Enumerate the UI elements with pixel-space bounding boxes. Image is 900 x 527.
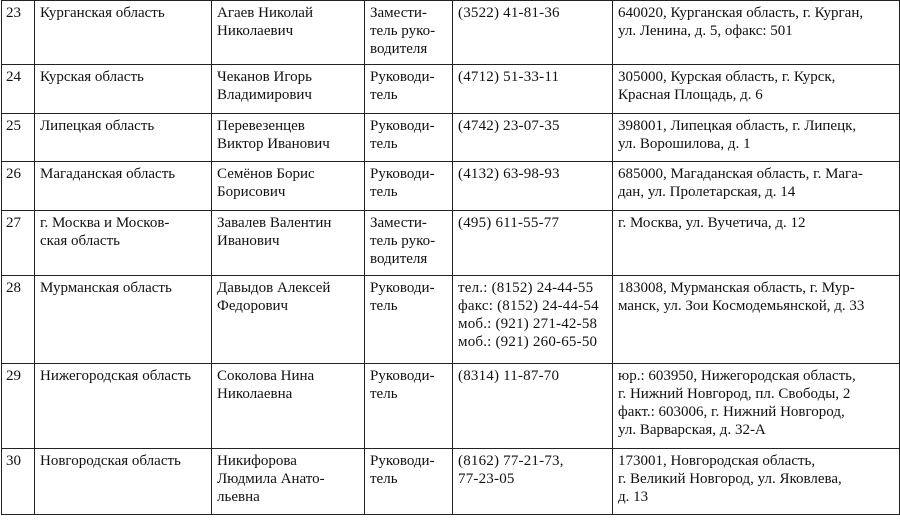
region-cell: Курская область <box>35 65 212 114</box>
person-name-cell: Никифорова Людмила Анато- льевна <box>212 449 365 515</box>
address-cell: 640020, Курганская область, г. Курган, ул. Ленина, д. 5, офакс: 501 <box>613 1 900 65</box>
row-number: 26 <box>2 162 35 211</box>
position-cell: Руководи- тель <box>365 364 453 449</box>
address-cell: 398001, Липецкая область, г. Липецк, ул. Ворошилова, д. 1 <box>613 114 900 162</box>
row-number: 25 <box>2 114 35 162</box>
row-number: 27 <box>2 211 35 276</box>
table-row <box>2 276 900 364</box>
position-cell: Руководи- тель <box>365 65 453 114</box>
position-cell: Замести- тель руко- водителя <box>365 211 453 276</box>
position-cell: Замести- тель руко- водителя <box>365 1 453 65</box>
row-number: 24 <box>2 65 35 114</box>
person-name-cell: Чеканов Игорь Владимирович <box>212 65 365 114</box>
address-cell: 685000, Магаданская область, г. Мага- дан, ул. Пролетарская, д. 14 <box>613 162 900 211</box>
position-cell: Руководи- тель <box>365 276 453 364</box>
table-row <box>2 114 900 162</box>
region-cell: Курганская область <box>35 1 212 65</box>
table-row <box>2 211 900 276</box>
person-name-cell: Семёнов Борис Борисович <box>212 162 365 211</box>
table-row <box>2 364 900 449</box>
row-number: 30 <box>2 449 35 515</box>
phone-cell: (4742) 23-07-35 <box>453 114 613 162</box>
phone-cell: (495) 611-55-77 <box>453 211 613 276</box>
phone-cell: (8314) 11-87-70 <box>453 364 613 449</box>
table-row <box>2 1 900 65</box>
person-name-cell: Перевезенцев Виктор Иванович <box>212 114 365 162</box>
region-cell: Магаданская область <box>35 162 212 211</box>
position-cell: Руководи- тель <box>365 114 453 162</box>
position-cell: Руководи- тель <box>365 449 453 515</box>
person-name-cell: Давыдов Алексей Федорович <box>212 276 365 364</box>
phone-cell: (3522) 41-81-36 <box>453 1 613 65</box>
address-cell: 305000, Курская область, г. Курск, Красная Площадь, д. 6 <box>613 65 900 114</box>
row-number: 28 <box>2 276 35 364</box>
address-cell: 173001, Новгородская область, г. Великий Новгород, ул. Яковлева, д. 13 <box>613 449 900 515</box>
phone-cell: (4132) 63-98-93 <box>453 162 613 211</box>
table-row <box>2 65 900 114</box>
region-cell: Новгородская область <box>35 449 212 515</box>
contacts-table <box>1 0 900 515</box>
position-cell: Руководи- тель <box>365 162 453 211</box>
region-cell: Мурманская область <box>35 276 212 364</box>
region-cell: Липецкая область <box>35 114 212 162</box>
table-row <box>2 449 900 515</box>
region-cell: г. Москва и Москов- ская область <box>35 211 212 276</box>
address-cell: г. Москва, ул. Вучетича, д. 12 <box>613 211 900 276</box>
row-number: 23 <box>2 1 35 65</box>
person-name-cell: Агаев Николай Николаевич <box>212 1 365 65</box>
row-number: 29 <box>2 364 35 449</box>
person-name-cell: Завалев Валентин Иванович <box>212 211 365 276</box>
person-name-cell: Соколова Нина Николаевна <box>212 364 365 449</box>
phone-cell: (8162) 77-21-73, 77-23-05 <box>453 449 613 515</box>
table-row <box>2 162 900 211</box>
phone-cell: тел.: (8152) 24-44-55 факс: (8152) 24-44-54 моб.: (921) 271-42-58 моб.: (921) 260-65-50 <box>453 276 613 364</box>
address-cell: 183008, Мурманская область, г. Мур- манск, ул. Зои Космодемьянской, д. 33 <box>613 276 900 364</box>
address-cell: юр.: 603950, Нижегородская область, г. Нижний Новгород, пл. Свободы, 2 факт.: 603006, г. Нижний Новгород, ул. Варварская, д. 32-А <box>613 364 900 449</box>
region-cell: Нижегородская область <box>35 364 212 449</box>
phone-cell: (4712) 51-33-11 <box>453 65 613 114</box>
